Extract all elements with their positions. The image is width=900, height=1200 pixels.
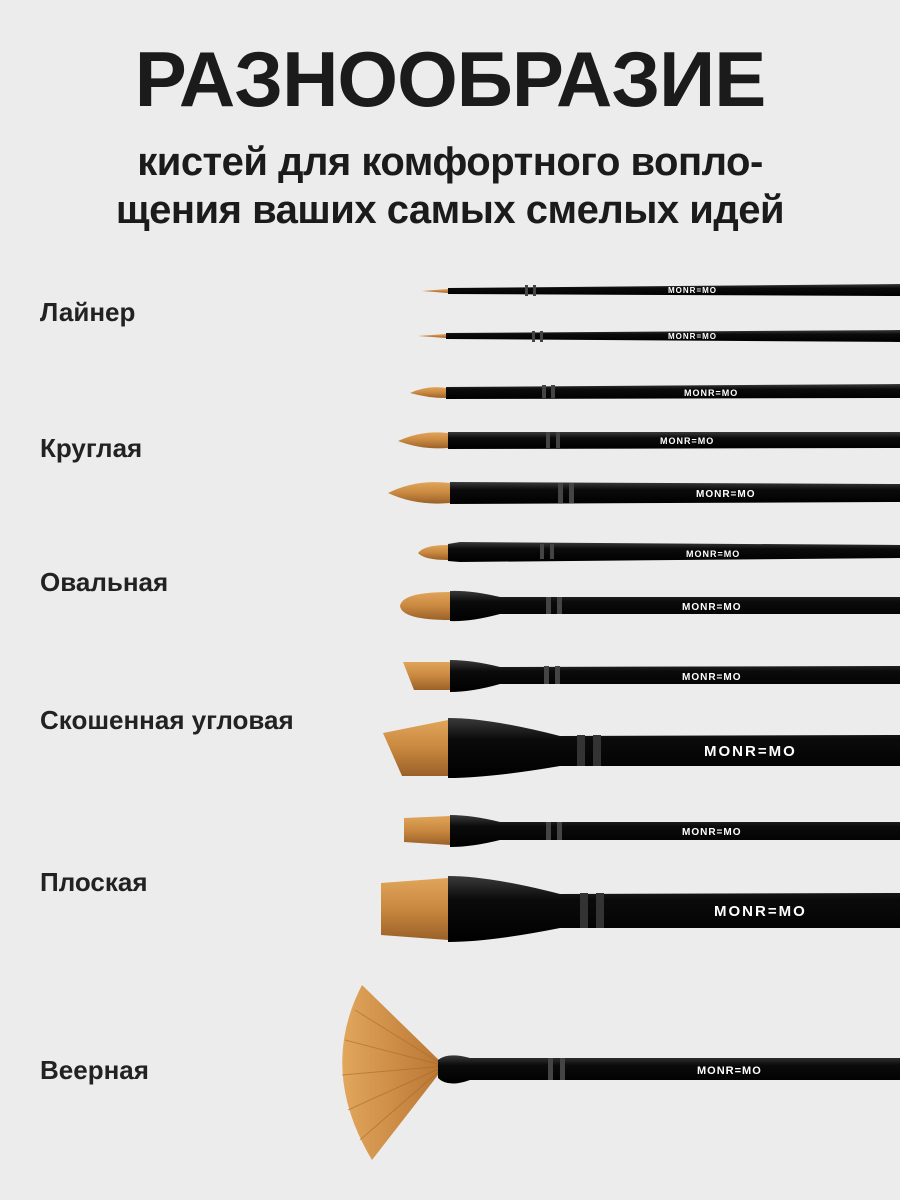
label-oval: Овальная (40, 567, 169, 597)
brand-mark: MONR=MO (686, 549, 741, 559)
brand-mark: MONR=MO (660, 436, 715, 446)
brush-round-2 (398, 432, 900, 449)
brush-round-1 (410, 384, 900, 399)
brush-angle-1 (403, 660, 900, 692)
brand-mark: MONR=MO (704, 743, 797, 760)
brush-round-3 (388, 482, 900, 504)
brush-liner-1 (422, 284, 900, 296)
subtitle-line-1: кистей для комфортного вопло- (137, 140, 763, 184)
brush-fan (342, 985, 900, 1160)
brush-oval-2 (400, 591, 900, 621)
brand-mark: MONR=MO (668, 286, 717, 295)
brand-mark: MONR=MO (682, 602, 742, 613)
label-round: Круглая (40, 433, 143, 463)
brand-mark: MONR=MO (682, 827, 742, 838)
brand-mark: MONR=MO (682, 672, 742, 683)
brush-liner-2 (418, 330, 900, 342)
brand-mark: MONR=MO (668, 332, 717, 341)
label-liner: Лайнер (40, 297, 136, 327)
label-fan: Веерная (40, 1055, 149, 1085)
brand-mark: MONR=MO (697, 1065, 762, 1077)
brand-mark: MONR=MO (696, 489, 756, 500)
subtitle-line-2: щения ваших самых смелых идей (115, 188, 785, 232)
label-angle: Скошенная угловая (40, 705, 294, 735)
brand-mark: MONR=MO (684, 388, 739, 398)
label-flat: Плоская (40, 867, 148, 897)
brush-flat-1 (404, 815, 900, 847)
brand-mark: MONR=MO (714, 903, 807, 920)
brush-flat-2 (381, 876, 900, 942)
brush-angle-2 (383, 718, 900, 778)
page-title: РАЗНООБРАЗИЕ (134, 35, 766, 123)
brush-oval-1 (418, 542, 900, 562)
